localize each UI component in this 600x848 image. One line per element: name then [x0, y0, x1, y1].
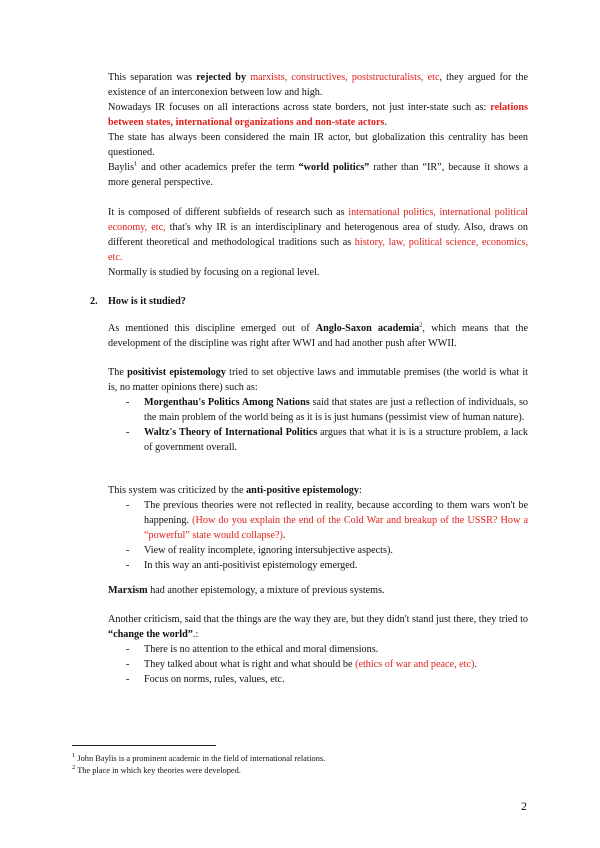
text: As mentioned this discipline emerged out of [108, 323, 316, 334]
list-item [108, 672, 528, 687]
text: In this way an anti-positivist epistemology emerged. [144, 560, 358, 571]
list-item [108, 543, 528, 558]
bullet-dash: - [126, 644, 130, 655]
highlight-subfields: international politics, international political economy, etc, [108, 207, 528, 233]
highlight-traditions: history, law, political science, economics, etc. [108, 237, 528, 263]
paragraph-anglo-saxon [108, 321, 528, 351]
bullet-dash: - [126, 674, 130, 685]
bullet-dash: - [126, 397, 130, 408]
highlight-relations: relations between states, international organizations and non-state actors [108, 102, 528, 128]
section-heading [90, 296, 186, 307]
bullet-dash: - [126, 659, 130, 670]
emphasis-anti-positive: anti-positive epistemology [246, 485, 359, 496]
text: Nowadays IR focuses on all interactions across state borders, not just inter-state such as: [108, 102, 491, 113]
paragraph-anti-positive [108, 483, 528, 498]
paragraph-baylis [108, 160, 528, 190]
text: , they argued for the existence of an interconexion between low and high. [108, 72, 529, 98]
paragraph-interactions [108, 100, 528, 130]
bullet-list-ethics [108, 642, 528, 687]
bullet-list-positivist [108, 395, 528, 455]
list-item [108, 657, 528, 672]
text: There is no attention to the ethical and moral dimensions. [144, 644, 379, 655]
paragraph-marxism [108, 583, 528, 598]
text: This separation was [108, 72, 197, 83]
section-number: 2. [90, 296, 98, 307]
text: Focus on norms, rules, values, etc. [144, 674, 285, 685]
highlight-schools: marxists, constructives, poststructuralists, etc [250, 72, 440, 83]
text: View of reality incomplete, ignoring intersubjective aspects). [144, 545, 393, 556]
paragraph-positivist [108, 365, 528, 395]
list-item [108, 395, 528, 425]
text: . [474, 659, 477, 670]
text: . [282, 530, 286, 541]
highlight-cold-war: (How do you explain the end of the Cold War and breakup of the USSR? How a “powerful” state would collapse?) [144, 515, 528, 541]
text: Another criticism, said that the things are the way they are, but they didn't stand just there, they tried to [108, 614, 528, 625]
footnote-ref-1[interactable]: 1 [134, 160, 138, 168]
list-item [108, 642, 528, 657]
text: said that states are just a reflection of individuals, so the main problem of the world being as it is is just humans (pessimist view of human nature). [144, 397, 528, 423]
footnote-text: John Baylis is a prominent academic in the field of international relations. [75, 754, 326, 763]
footnote-mark: 2 [72, 764, 76, 772]
text: Baylis [108, 162, 135, 173]
bullet-dash: - [126, 545, 130, 556]
list-item [108, 558, 528, 573]
page-number: 2 [521, 799, 527, 813]
text: tried to set objective laws and immutable premises (the world is what it is, no matter opinions there) such as: [108, 367, 529, 393]
text: .: [192, 629, 199, 640]
emphasis-positivist: positivist epistemology [127, 367, 226, 378]
text: : [358, 485, 362, 496]
text: They talked about what is right and what should be [144, 659, 356, 670]
footnote-1 [72, 753, 325, 764]
highlight-ethics: (ethics of war and peace, etc) [355, 659, 475, 670]
text: argues that what it is is a structure problem, a lack of government overall. [144, 427, 529, 453]
bullet-dash: - [126, 560, 130, 571]
footnote-ref-2[interactable]: 2 [419, 321, 423, 329]
text: that's why IR is an interdisciplinary and heterogenous area of study. Also, draws on different theoretical and methodological traditions such as [108, 222, 528, 248]
emphasis-rejected: rejected by [196, 72, 247, 83]
footnote-2 [72, 765, 241, 776]
emphasis-world-politics: “world politics” [298, 162, 370, 173]
emphasis-morgenthau: Morgenthau's Politics Among Nations [144, 397, 310, 408]
footnote-mark: 1 [72, 752, 76, 760]
paragraph-separation [108, 70, 528, 100]
paragraph-state: The state has always been considered the main IR actor, but globalization this centrality has been questioned. [108, 132, 528, 158]
list-item [108, 498, 528, 543]
bullet-dash: - [126, 427, 130, 438]
list-item [108, 425, 528, 455]
bullet-list-criticism [108, 498, 528, 573]
emphasis-marxism: Marxism [108, 585, 148, 596]
bullet-dash: - [126, 500, 130, 511]
paragraph-subfields [108, 205, 528, 280]
footnote-divider [72, 745, 216, 746]
text: It is composed of different subfields of research such as [108, 207, 349, 218]
section-title: How is it studied? [108, 296, 186, 307]
text: had another epistemology, a mixture of previous systems. [147, 585, 385, 596]
text: and other academics prefer the term [137, 162, 299, 173]
text: . [384, 117, 388, 128]
text: rather than “IR”, because it shows a more general perspective. [108, 162, 528, 188]
text: Normally is studied by focusing on a regional level. [108, 267, 320, 278]
emphasis-academia: Anglo-Saxon academia [315, 323, 420, 334]
text: , which means that the development of the discipline was right after WWI and had another push after WWII. [108, 323, 528, 349]
emphasis-waltz: Waltz's Theory of International Politics [144, 427, 318, 438]
text: The previous theories were not reflected in reality, because according to them wars won't be happening. [144, 500, 528, 526]
text: The [108, 367, 128, 378]
text: This system was criticized by the [108, 485, 247, 496]
emphasis-change-world: “change the world” [108, 629, 193, 640]
paragraph-change-world [108, 612, 528, 642]
footnote-text: The place in which key theories were developed. [75, 766, 241, 775]
